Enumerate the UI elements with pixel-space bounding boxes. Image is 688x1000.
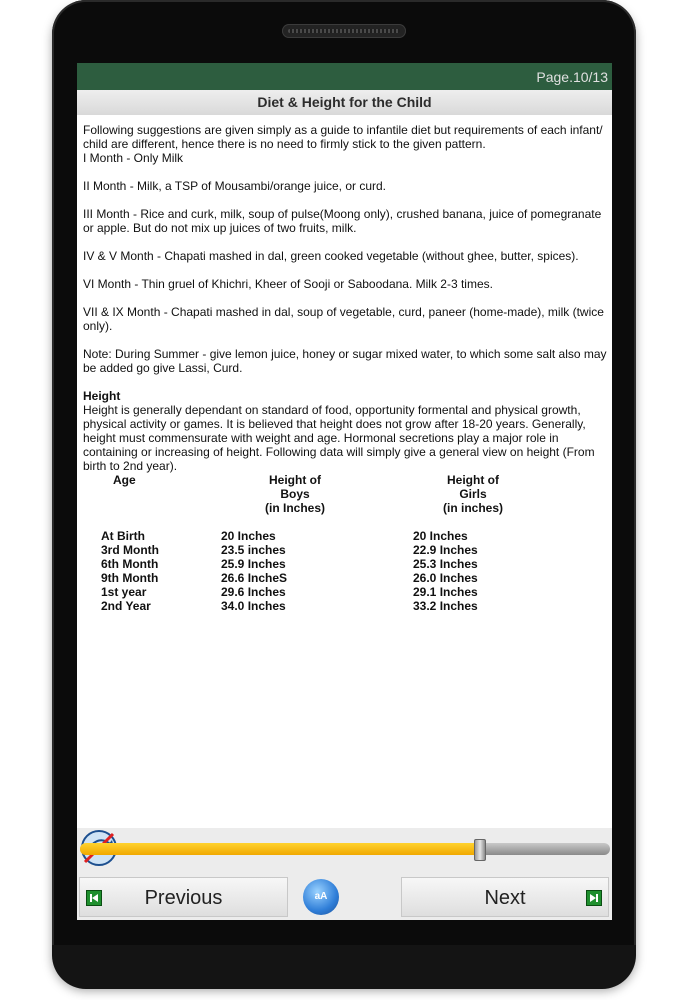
height-table [101, 473, 533, 613]
top-bar [77, 63, 612, 90]
slider-fill [80, 843, 480, 855]
tablet-bottom-bezel [52, 945, 636, 989]
previous-label: Previous [144, 887, 223, 909]
height-text: Height is generally dependant on standard of food, opportunity formental and physical growth, physical activity or games. It is believed that height does not grow after 18-20 years. Generally, height must commensurate with weight and age. Hormonal secretions play a major role in containing or increasing of height. Following data will simply give a general view on height (From birth to 2nd year). [83, 403, 595, 473]
height-heading: Height [83, 389, 121, 403]
table-row: At Birth 20 Inches 20 Inches [101, 529, 468, 543]
app-screen [77, 63, 612, 920]
paragraph-month-6: VI Month - Thin gruel of Khichri, Kheer of Sooji or Saboodana. Milk 2-3 times. [83, 277, 493, 291]
paragraph-note: Note: During Summer - give lemon juice, honey or sugar mixed water, to which some salt also may be added go give Lassi, Curd. [83, 347, 607, 375]
table-header-row [101, 473, 533, 515]
paragraph-month-2: II Month - Milk, a TSP of Mousambi/orange juice, or curd. [83, 179, 387, 193]
table-row: 1st year 29.6 Inches 29.1 Inches [101, 585, 478, 599]
paragraph-month-1: I Month - Only Milk [83, 151, 184, 165]
intro-text: Following suggestions are given simply as a guide to infantile diet but requirements of each infant/ child are different, hence there is no need to firmly stick to the given pattern. [83, 123, 603, 151]
paragraph-month-4-5: IV & V Month - Chapati mashed in dal, green cooked vegetable (without ghee, butter, spices). [83, 249, 579, 263]
article-content [83, 123, 609, 613]
next-label: Next [484, 887, 526, 909]
speaker-grille [282, 24, 406, 38]
col-header-age: Age [113, 473, 136, 487]
col-header-boys: Height of Boys (in Inches) [264, 473, 325, 515]
paragraph-month-3: III Month - Rice and curk, milk, soup of pulse(Moong only), crushed banana, juice of pomegranate or apple. But do not mix up juices of two fruits, milk. [83, 207, 602, 235]
page-title: Diet & Height for the Child [77, 90, 612, 115]
next-icon [586, 890, 602, 906]
previous-icon [86, 890, 102, 906]
col-header-girls: Height of Girls (in inches) [442, 473, 503, 515]
page-indicator: Page.10/13 [536, 69, 608, 85]
table-row: 9th Month 26.6 IncheS 26.0 Inches [101, 571, 478, 585]
table-row: 3rd Month 23.5 inches 22.9 Inches [101, 543, 478, 557]
font-size-icon[interactable]: aA [303, 879, 339, 915]
paragraph-month-7-9: VII & IX Month - Chapati mashed in dal, soup of vegetable, curd, paneer (home-made), milk (twice only). [83, 305, 604, 333]
bottom-controls [77, 828, 612, 920]
table-row: 6th Month 25.9 Inches 25.3 Inches [101, 557, 478, 571]
slider-thumb[interactable] [474, 839, 486, 861]
previous-button[interactable] [79, 877, 288, 917]
page-progress-slider[interactable] [80, 843, 610, 855]
table-row: 2nd Year 34.0 Inches 33.2 Inches [101, 599, 478, 613]
next-button[interactable] [401, 877, 609, 917]
